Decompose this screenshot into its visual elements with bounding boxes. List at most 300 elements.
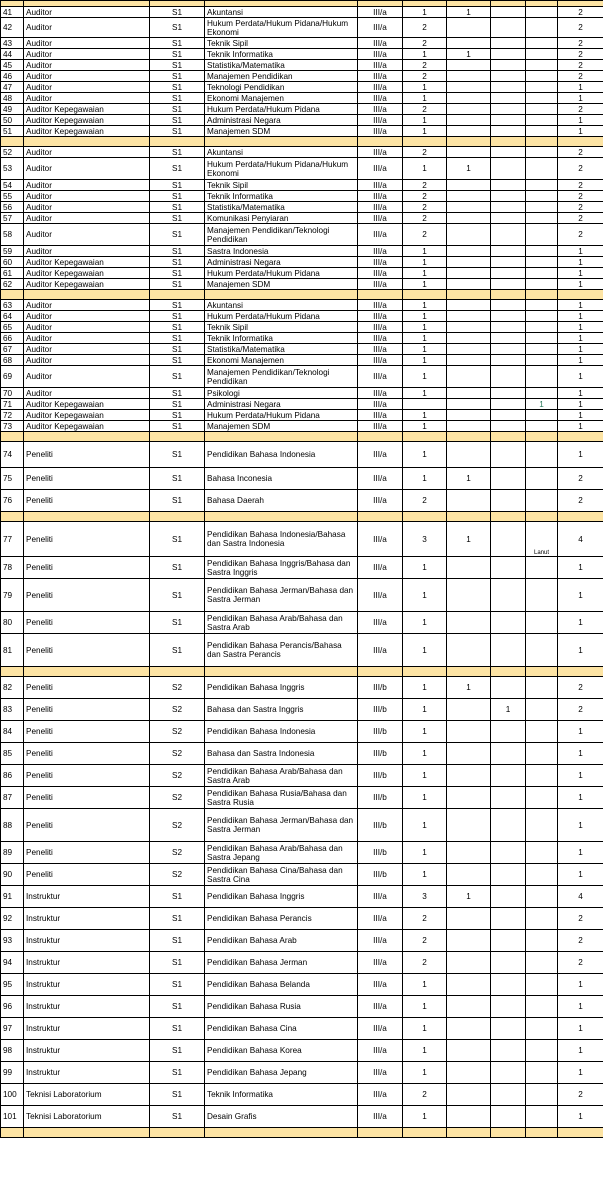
- major-cell: Hukum Perdata/Hukum Pidana/Hukum Ekonomi: [205, 18, 358, 38]
- separator-cell: [526, 432, 558, 442]
- separator-cell: [24, 1128, 150, 1138]
- grade-cell: III/a: [358, 279, 403, 290]
- total-cell: 1: [558, 322, 603, 333]
- position-cell: Auditor: [24, 60, 150, 71]
- education-cell: S1: [150, 82, 205, 93]
- grade-cell: III/a: [358, 18, 403, 38]
- education-cell: S2: [150, 765, 205, 787]
- table-row: [1, 677, 603, 699]
- count-b-cell: [447, 442, 491, 468]
- row-number-cell: 78: [1, 557, 24, 579]
- count-b-cell: [447, 974, 491, 996]
- separator-cell: [447, 137, 491, 147]
- table-row: [1, 71, 603, 82]
- count-a-cell: 1: [403, 842, 447, 864]
- major-cell: Statistika/Matematika: [205, 202, 358, 213]
- count-c-cell: [491, 996, 526, 1018]
- grade-cell: III/a: [358, 213, 403, 224]
- separator-cell: [358, 137, 403, 147]
- grade-cell: III/a: [358, 60, 403, 71]
- major-cell: Manajemen Pendidikan: [205, 71, 358, 82]
- count-c-cell: [491, 579, 526, 612]
- table-row: [1, 300, 603, 311]
- separator-cell: [205, 512, 358, 522]
- count-a-cell: 1: [403, 1040, 447, 1062]
- count-d-cell: [526, 677, 558, 699]
- count-d-cell: [526, 930, 558, 952]
- count-b-cell: [447, 1084, 491, 1106]
- count-c-cell: [491, 410, 526, 421]
- table-row: [1, 82, 603, 93]
- row-number-cell: 94: [1, 952, 24, 974]
- major-cell: Statistika/Matematika: [205, 344, 358, 355]
- count-b-cell: [447, 809, 491, 842]
- count-d-cell: [526, 996, 558, 1018]
- count-b-cell: [447, 721, 491, 743]
- separator-cell: [491, 512, 526, 522]
- position-cell: Peneliti: [24, 579, 150, 612]
- total-cell: 2: [558, 677, 603, 699]
- count-b-cell: [447, 300, 491, 311]
- grade-cell: III/a: [358, 344, 403, 355]
- education-cell: S1: [150, 421, 205, 432]
- count-d-cell: [526, 18, 558, 38]
- count-a-cell: 1: [403, 311, 447, 322]
- table-row: [1, 468, 603, 490]
- count-b-cell: [447, 311, 491, 322]
- count-d-cell: [526, 7, 558, 18]
- grade-cell: III/a: [358, 224, 403, 246]
- position-cell: Auditor: [24, 147, 150, 158]
- position-cell: Auditor Kepegawaian: [24, 279, 150, 290]
- grade-cell: III/a: [358, 410, 403, 421]
- separator-cell: [526, 137, 558, 147]
- separator-cell: [1, 137, 24, 147]
- count-d-cell: [526, 579, 558, 612]
- table-row: [1, 18, 603, 38]
- total-cell: 2: [558, 468, 603, 490]
- education-cell: S1: [150, 71, 205, 82]
- table-row: [1, 147, 603, 158]
- major-cell: Pendidikan Bahasa Arab: [205, 930, 358, 952]
- grade-cell: III/a: [358, 82, 403, 93]
- count-d-cell: [526, 60, 558, 71]
- total-cell: 2: [558, 930, 603, 952]
- count-a-cell: 1: [403, 115, 447, 126]
- count-c-cell: [491, 224, 526, 246]
- position-cell: Peneliti: [24, 842, 150, 864]
- count-d-cell: [526, 522, 558, 557]
- count-b-cell: [447, 366, 491, 388]
- table-row: [1, 60, 603, 71]
- count-c-cell: [491, 399, 526, 410]
- row-number-cell: 62: [1, 279, 24, 290]
- table-row: [1, 1084, 603, 1106]
- table-row: [1, 634, 603, 667]
- position-cell: Auditor: [24, 311, 150, 322]
- grade-cell: III/a: [358, 1018, 403, 1040]
- row-number-cell: 76: [1, 490, 24, 512]
- education-cell: S1: [150, 268, 205, 279]
- grade-cell: III/b: [358, 699, 403, 721]
- grade-cell: III/a: [358, 996, 403, 1018]
- count-c-cell: [491, 82, 526, 93]
- separator-cell: [526, 1128, 558, 1138]
- table-row: [1, 388, 603, 399]
- count-d-cell: [526, 721, 558, 743]
- row-number-cell: 50: [1, 115, 24, 126]
- count-c-cell: [491, 490, 526, 512]
- education-cell: S1: [150, 366, 205, 388]
- total-cell: 4: [558, 886, 603, 908]
- count-c-cell: [491, 388, 526, 399]
- row-number-cell: 66: [1, 333, 24, 344]
- total-cell: 1: [558, 279, 603, 290]
- separator-cell: [1, 667, 24, 677]
- position-cell: Auditor: [24, 49, 150, 60]
- position-cell: Peneliti: [24, 743, 150, 765]
- major-cell: Pendidikan Bahasa Belanda: [205, 974, 358, 996]
- count-a-cell: 1: [403, 322, 447, 333]
- total-cell: 1: [558, 634, 603, 667]
- table-row: [1, 322, 603, 333]
- count-b-cell: [447, 996, 491, 1018]
- education-cell: S1: [150, 93, 205, 104]
- count-b-cell: [447, 634, 491, 667]
- separator-cell: [205, 432, 358, 442]
- separator-cell: [403, 137, 447, 147]
- major-cell: Bahasa Inconesia: [205, 468, 358, 490]
- grade-cell: III/a: [358, 421, 403, 432]
- count-a-cell: 1: [403, 579, 447, 612]
- count-a-cell: 2: [403, 952, 447, 974]
- count-a-cell: 1: [403, 93, 447, 104]
- count-a-cell: 2: [403, 71, 447, 82]
- grade-cell: III/a: [358, 268, 403, 279]
- separator-cell: [358, 432, 403, 442]
- count-a-cell: 3: [403, 522, 447, 557]
- education-cell: S1: [150, 333, 205, 344]
- position-cell: Peneliti: [24, 634, 150, 667]
- major-cell: Manajemen SDM: [205, 421, 358, 432]
- total-cell: 1: [558, 787, 603, 809]
- grade-cell: III/a: [358, 333, 403, 344]
- separator-cell: [24, 137, 150, 147]
- count-d-cell: [526, 202, 558, 213]
- grade-cell: III/a: [358, 147, 403, 158]
- count-c-cell: [491, 202, 526, 213]
- position-cell: Instruktur: [24, 974, 150, 996]
- count-c-cell: [491, 213, 526, 224]
- row-number-cell: 81: [1, 634, 24, 667]
- count-a-cell: 1: [403, 699, 447, 721]
- position-cell: Auditor: [24, 180, 150, 191]
- separator-cell: [558, 1128, 603, 1138]
- position-cell: Auditor: [24, 366, 150, 388]
- education-cell: S1: [150, 257, 205, 268]
- row-number-cell: 58: [1, 224, 24, 246]
- education-cell: S1: [150, 974, 205, 996]
- count-c-cell: [491, 842, 526, 864]
- table-row: [1, 268, 603, 279]
- grade-cell: III/a: [358, 158, 403, 180]
- major-cell: Pendidikan Bahasa Indonesia: [205, 721, 358, 743]
- count-c-cell: [491, 355, 526, 366]
- table-row: [1, 213, 603, 224]
- count-b-cell: [447, 787, 491, 809]
- count-c-cell: [491, 1018, 526, 1040]
- count-d-cell: [526, 82, 558, 93]
- count-d-cell: [526, 344, 558, 355]
- separator-cell: [558, 137, 603, 147]
- count-a-cell: 2: [403, 930, 447, 952]
- total-cell: 1: [558, 842, 603, 864]
- count-a-cell: 2: [403, 224, 447, 246]
- major-cell: Bahasa dan Sastra Indonesia: [205, 743, 358, 765]
- separator-cell: [526, 667, 558, 677]
- row-number-cell: 84: [1, 721, 24, 743]
- row-number-cell: 74: [1, 442, 24, 468]
- row-number-cell: 70: [1, 388, 24, 399]
- count-c-cell: [491, 115, 526, 126]
- count-c-cell: [491, 1040, 526, 1062]
- table-row: [1, 311, 603, 322]
- count-b-cell: 1: [447, 677, 491, 699]
- row-number-cell: 72: [1, 410, 24, 421]
- grade-cell: III/a: [358, 202, 403, 213]
- count-d-cell: [526, 557, 558, 579]
- count-b-cell: [447, 908, 491, 930]
- total-cell: 1: [558, 399, 603, 410]
- row-number-cell: 77: [1, 522, 24, 557]
- row-number-cell: 69: [1, 366, 24, 388]
- count-a-cell: 2: [403, 18, 447, 38]
- position-cell: Auditor: [24, 300, 150, 311]
- position-cell: Auditor: [24, 224, 150, 246]
- count-a-cell: 1: [403, 257, 447, 268]
- count-b-cell: [447, 115, 491, 126]
- education-cell: S1: [150, 60, 205, 71]
- table-row: [1, 38, 603, 49]
- education-cell: S1: [150, 49, 205, 60]
- table-row: [1, 864, 603, 886]
- separator-cell: [150, 137, 205, 147]
- grade-cell: III/a: [358, 930, 403, 952]
- table-row: [1, 1018, 603, 1040]
- education-cell: S1: [150, 38, 205, 49]
- position-cell: Peneliti: [24, 699, 150, 721]
- major-cell: Desain Grafis: [205, 1106, 358, 1128]
- education-cell: S1: [150, 224, 205, 246]
- table-row: [1, 158, 603, 180]
- total-cell: 1: [558, 126, 603, 137]
- count-a-cell: 1: [403, 333, 447, 344]
- count-d-cell: [526, 213, 558, 224]
- row-number-cell: 83: [1, 699, 24, 721]
- count-d-cell: [526, 743, 558, 765]
- count-a-cell: 1: [403, 1106, 447, 1128]
- position-cell: Auditor: [24, 71, 150, 82]
- position-cell: Auditor Kepegawaian: [24, 104, 150, 115]
- major-cell: Administrasi Negara: [205, 399, 358, 410]
- separator-cell: [358, 667, 403, 677]
- separator-cell: [491, 137, 526, 147]
- separator-cell: [150, 512, 205, 522]
- major-cell: Ekonomi Manajemen: [205, 355, 358, 366]
- grade-cell: III/a: [358, 1084, 403, 1106]
- count-c-cell: [491, 333, 526, 344]
- count-d-cell: [526, 246, 558, 257]
- row-number-cell: 98: [1, 1040, 24, 1062]
- count-b-cell: [447, 71, 491, 82]
- count-a-cell: 2: [403, 104, 447, 115]
- position-cell: Auditor: [24, 191, 150, 202]
- count-c-cell: [491, 721, 526, 743]
- position-cell: Peneliti: [24, 557, 150, 579]
- count-d-cell: [526, 104, 558, 115]
- count-d-cell: [526, 71, 558, 82]
- row-number-cell: 75: [1, 468, 24, 490]
- position-cell: Instruktur: [24, 952, 150, 974]
- count-a-cell: 1: [403, 612, 447, 634]
- major-cell: Hukum Perdata/Hukum Pidana: [205, 410, 358, 421]
- separator-cell: [205, 667, 358, 677]
- education-cell: S1: [150, 180, 205, 191]
- row-number-cell: 86: [1, 765, 24, 787]
- position-cell: Auditor: [24, 7, 150, 18]
- total-cell: 1: [558, 765, 603, 787]
- separator-cell: [358, 512, 403, 522]
- position-cell: Auditor Kepegawaian: [24, 399, 150, 410]
- total-cell: 2: [558, 908, 603, 930]
- row-number-cell: 46: [1, 71, 24, 82]
- separator-cell: [447, 512, 491, 522]
- total-cell: 1: [558, 366, 603, 388]
- major-cell: Hukum Perdata/Hukum Pidana/Hukum Ekonomi: [205, 158, 358, 180]
- count-b-cell: 1: [447, 522, 491, 557]
- education-cell: S1: [150, 388, 205, 399]
- count-d-cell: [526, 93, 558, 104]
- separator-cell: [150, 667, 205, 677]
- count-a-cell: 1: [403, 743, 447, 765]
- row-number-cell: 96: [1, 996, 24, 1018]
- count-c-cell: [491, 311, 526, 322]
- count-c-cell: [491, 147, 526, 158]
- count-a-cell: 1: [403, 300, 447, 311]
- row-number-cell: 80: [1, 612, 24, 634]
- count-d-cell: [526, 224, 558, 246]
- count-c-cell: [491, 442, 526, 468]
- major-cell: Hukum Perdata/Hukum Pidana: [205, 104, 358, 115]
- total-cell: 2: [558, 224, 603, 246]
- count-b-cell: [447, 60, 491, 71]
- education-cell: S1: [150, 279, 205, 290]
- count-a-cell: 1: [403, 410, 447, 421]
- count-c-cell: [491, 246, 526, 257]
- separator-cell: [150, 290, 205, 300]
- education-cell: S1: [150, 1062, 205, 1084]
- position-cell: Auditor Kepegawaian: [24, 257, 150, 268]
- separator-cell: [358, 290, 403, 300]
- education-cell: S1: [150, 355, 205, 366]
- count-d-cell: [526, 699, 558, 721]
- education-cell: S1: [150, 996, 205, 1018]
- count-a-cell: 1: [403, 557, 447, 579]
- table-row: [1, 442, 603, 468]
- major-cell: Ekonomi Manajemen: [205, 93, 358, 104]
- education-cell: S2: [150, 699, 205, 721]
- position-cell: Peneliti: [24, 612, 150, 634]
- count-b-cell: [447, 82, 491, 93]
- table-row: [1, 93, 603, 104]
- grade-cell: III/a: [358, 38, 403, 49]
- position-cell: Auditor: [24, 333, 150, 344]
- major-cell: Pendidikan Bahasa Cina: [205, 1018, 358, 1040]
- total-cell: 2: [558, 18, 603, 38]
- position-cell: Auditor Kepegawaian: [24, 410, 150, 421]
- row-number-cell: 54: [1, 180, 24, 191]
- position-cell: Peneliti: [24, 864, 150, 886]
- count-a-cell: 1: [403, 126, 447, 137]
- table-row: [1, 1062, 603, 1084]
- position-cell: Instruktur: [24, 1040, 150, 1062]
- total-cell: 2: [558, 191, 603, 202]
- separator-cell: [447, 1128, 491, 1138]
- count-b-cell: [447, 1106, 491, 1128]
- separator-cell: [447, 290, 491, 300]
- education-cell: S1: [150, 344, 205, 355]
- section-separator-row: [1, 512, 603, 522]
- count-d-cell: [526, 1040, 558, 1062]
- separator-cell: [205, 290, 358, 300]
- count-d-cell: [526, 490, 558, 512]
- position-cell: Auditor: [24, 246, 150, 257]
- count-d-cell: [526, 279, 558, 290]
- education-cell: S1: [150, 634, 205, 667]
- count-a-cell: 1: [403, 246, 447, 257]
- count-b-cell: [447, 344, 491, 355]
- count-d-cell: [526, 126, 558, 137]
- row-number-cell: 59: [1, 246, 24, 257]
- count-c-cell: [491, 126, 526, 137]
- position-cell: Auditor: [24, 202, 150, 213]
- major-cell: Sastra Indonesia: [205, 246, 358, 257]
- section-separator-row: [1, 1128, 603, 1138]
- count-c-cell: [491, 809, 526, 842]
- separator-cell: [491, 290, 526, 300]
- separator-cell: [150, 1128, 205, 1138]
- table-row: [1, 612, 603, 634]
- count-a-cell: 2: [403, 180, 447, 191]
- count-b-cell: [447, 399, 491, 410]
- count-a-cell: 1: [403, 677, 447, 699]
- education-cell: S1: [150, 468, 205, 490]
- row-number-cell: 45: [1, 60, 24, 71]
- count-b-cell: [447, 1018, 491, 1040]
- position-cell: Peneliti: [24, 490, 150, 512]
- row-number-cell: 65: [1, 322, 24, 333]
- count-a-cell: 1: [403, 279, 447, 290]
- table-row: [1, 246, 603, 257]
- position-cell: Instruktur: [24, 908, 150, 930]
- grade-cell: III/a: [358, 115, 403, 126]
- count-b-cell: 1: [447, 886, 491, 908]
- major-cell: Teknik Sipil: [205, 38, 358, 49]
- row-number-cell: 88: [1, 809, 24, 842]
- major-cell: Teknologi Pendidikan: [205, 82, 358, 93]
- position-cell: Peneliti: [24, 809, 150, 842]
- grade-cell: III/a: [358, 886, 403, 908]
